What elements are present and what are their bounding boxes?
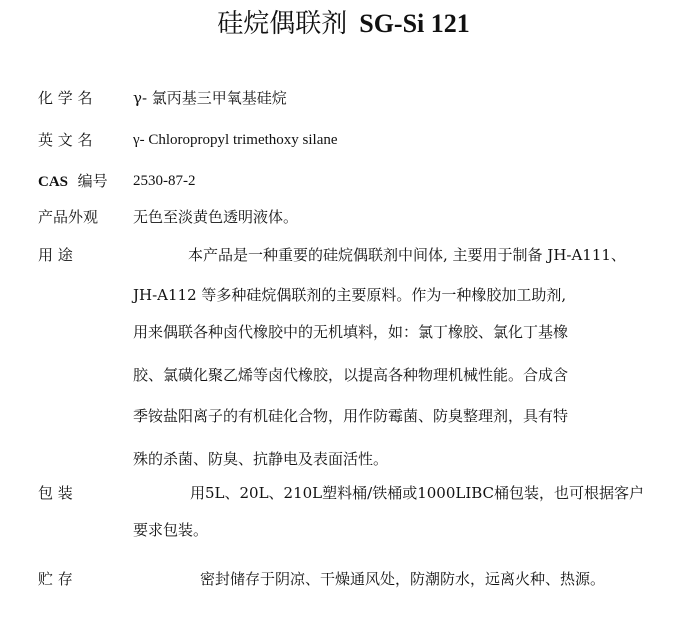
packaging-label: 包 装 <box>38 484 73 502</box>
chem-name-label: 化 学 名 <box>38 89 93 107</box>
storage-value: 密封储存于阴凉、干燥通风处，防潮防水，远离火种、热源。 <box>200 570 606 588</box>
eng-name-label: 英 文 名 <box>38 131 93 149</box>
chem-name-value: γ- 氯丙基三甲氧基硅烷 <box>133 89 287 107</box>
usage-line: 胶、氯磺化聚乙烯等卤代橡胶，以提高各种物理机械性能。合成含 <box>133 366 569 384</box>
appearance-value: 无色至淡黄色透明液体。 <box>133 208 299 226</box>
usage-line: 殊的杀菌、防臭、抗静电及表面活性。 <box>133 450 389 468</box>
usage-line: 季铵盐阳离子的有机硅化合物，用作防霉菌、防臭整理剂，具有特 <box>133 407 569 425</box>
usage-line: 本产品是一种重要的硅烷偶联剂中间体, 主要用于制备 JH-A111、 <box>188 246 626 264</box>
storage-label: 贮 存 <box>38 570 73 588</box>
packaging-line: 用5L、20L、210L塑料桶/铁桶或1000LIBC桶包装，也可根据客户 <box>190 484 645 502</box>
cas-label-rest: 编号 <box>77 172 108 190</box>
cas-value: 2530-87-2 <box>133 173 196 189</box>
usage-line: 用来偶联各种卤代橡胶中的无机填料，如：氯丁橡胶、氯化丁基橡 <box>133 323 569 341</box>
eng-name-value: γ- Chloropropyl trimethoxy silane <box>133 132 338 148</box>
cas-label <box>38 171 108 192</box>
document-title <box>0 8 687 40</box>
usage-line: JH-A112 等多种硅烷偶联剂的主要原料。作为一种橡胶加工助剂, <box>133 286 567 304</box>
title-product-code: SG-Si 121 <box>359 9 470 38</box>
title-chinese: 硅烷偶联剂 <box>217 9 348 39</box>
cas-label-bold: CAS <box>38 174 69 190</box>
packaging-line: 要求包装。 <box>133 521 209 539</box>
usage-label: 用 途 <box>38 246 73 264</box>
appearance-label: 产品外观 <box>38 208 99 226</box>
